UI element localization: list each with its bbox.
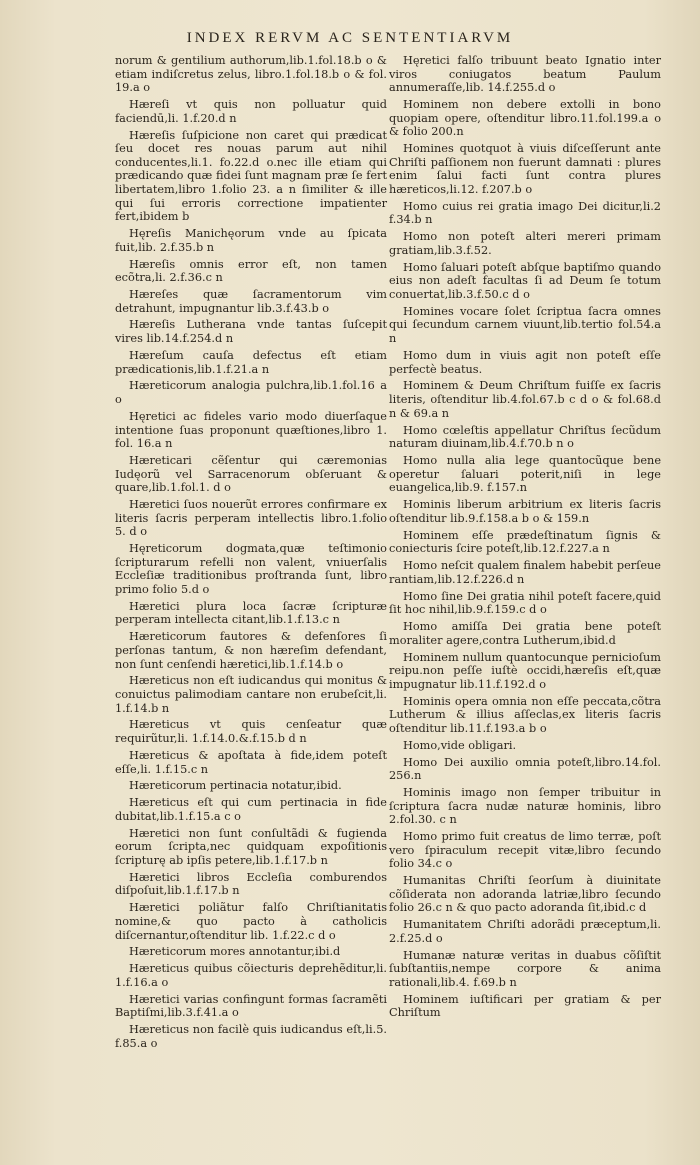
index-entry: Hominem non debere extolli in bono quopiam opere, oſtenditur libro.11.fol.199.a o & folio 200.n — [389, 98, 661, 139]
index-entry: Hæretici poliãtur falſo Chriſtianitatis nomine,& quo pacto à catholicis diſcernantur,oſtenditur lib. 1.f.22.c d o — [115, 901, 387, 942]
index-entry: Hęreticorum dogmata,quæ teſtimonio ſcripturarum refelli non valent, vniuerſalis Eccleſiæ traditionibus proſtranda ſunt, libro primo folio 5.d o — [115, 542, 387, 596]
index-entry: Homo amiſſa Dei gratia bene poteſt moraliter agere,contra Lutherum,ibid.d — [389, 620, 661, 647]
index-entry: Hęreſis Manichęorum vnde au ſpicata fuit,lib. 2.f.35.b n — [115, 227, 387, 254]
index-entry: Hæreticorum pertinacia notatur,ibid. — [129, 779, 342, 793]
index-entry: Homo ſine Dei gratia nihil poteſt facere,quid ſit hoc nihil,lib.9.f.159.c d o — [389, 589, 661, 617]
index-entry: Hominis liberum arbitrium ex literis ſacris oſtenditur lib.9.f.158.a b o & 159.n — [389, 498, 661, 525]
index-entry: Hæreticorum mores annotantur,ibi.d — [129, 945, 341, 959]
right-column — [389, 54, 661, 1023]
index-entry: Hæretici plura loca ſacræ ſcripturæ perperam intellecta citant,lib.1.f.13.c n — [115, 599, 387, 627]
index-entry: Homo dum in viuis agit non poteſt eſſe perfectè beatus. — [389, 348, 661, 376]
index-entry: Homo Dei auxilio omnia poteſt,libro.14.fol. 256.n — [389, 755, 661, 783]
index-entry: Hominem eſſe prædeſtinatum ſignis & coniecturis ſcire poteſt,lib.12.f.227.a n — [389, 528, 661, 556]
index-entry: Humanitas Chriſti ſeorſum à diuinitate cõſiderata non adoranda latriæ,libro ſecundo folio 26.c n & quo pacto adoranda ſit,ibid.c d — [389, 874, 661, 915]
index-entry: Hæretici ſuos nouerũt errores confirmare ex literis ſacris perperam intellectis libro.1.folio 5. d o — [115, 498, 387, 539]
index-entry: Hæreticus vt quis cenſeatur quæ requirũtur,li. 1.f.14.0.&.f.15.b d n — [115, 718, 387, 746]
index-entry: Hominis imago non ſemper tribuitur in ſcriptura ſacra nudæ naturæ hominis, libro 2.fol.30. c n — [389, 786, 661, 827]
index-entry: Hæreticorum analogia pulchra,lib.1.fol.16 a o — [115, 379, 387, 407]
index-entry: Hæreticus eſt qui cum pertinacia in fide dubitat,lib.1.f.15.a c o — [115, 796, 387, 823]
index-entry: Hæreſes quæ ſacramentorum vim detrahunt, impugnantur lib.3.f.43.b o — [115, 287, 387, 315]
index-entry: Hæreſi vt quis non polluatur quid faciendū,li. 1.f.20.d n — [115, 98, 387, 125]
index-entry: Hæreticus quibus cõiecturis deprehẽditur,li. 1.f.16.a o — [115, 962, 387, 989]
index-entry: Hæreſis Lutherana vnde tantas ſuſcepit vires lib.14.f.254.d n — [115, 318, 387, 346]
index-entry: Hęretici falſo tribuunt beato Ignatio inter viros coniugatos beatum Paulum annumeraſſe,lib. 14.f.255.d o — [389, 54, 661, 95]
index-entry: Homo ſaluari poteſt abſque baptiſmo quando eius non adeſt facultas ſi ad Deum ſe totum conuertat,lib.3.f.50.c d o — [389, 260, 661, 301]
index-entry: Hęretici ac fideles vario modo diuerſaque intentione ſuas proponunt quæſtiones,libro 1. fol. 16.a n — [115, 409, 387, 451]
index-entry: Homo cœleſtis appellatur Chriſtus ſecũdum naturam diuinam,lib.4.f.70.b n o — [389, 423, 661, 451]
index-entry: Humanæ naturæ veritas in duabus cõſiſtit ſubſtantiis,nempe corpore & anima rationali,lib.4. f.69.b n — [389, 948, 661, 989]
left-column — [115, 54, 387, 1054]
index-entry: Hæreſis omnis error eſt, non tamen ecõtra,li. 2.f.36.c n — [115, 257, 387, 285]
index-entry: Hominem & Deum Chriſtum fuiſſe ex ſacris literis, oſtenditur lib.4.fol.67.b c d o & fol.68.d n & 69.a n — [389, 379, 661, 420]
index-entry: norum & gentilium authorum,lib.1.fol.18.b o & etiam indiſcretus zelus, libro.1.fol.18.b o & fol. 19.a o — [115, 54, 387, 95]
index-entry: Homo cuius rei gratia imago Dei dicitur,li.2 f.34.b n — [389, 199, 661, 227]
index-entry: Hominem iuſtificari per gratiam & per Chriſtum — [389, 992, 661, 1020]
index-entry: Hæreticus non eſt iudicandus qui monitus & conuictus palimodiam cantare non erubeſcit,li. 1.f.14.b n — [115, 674, 387, 715]
index-entry: Hominem nullum quantocunque pernicioſum reipu.non peſſe iuſtè occidi,hæreſis eſt,quæ impugnatur lib.11.f.192.d o — [389, 650, 661, 691]
index-entry: Homo neſcit qualem finalem habebit perſeue rantiam,lib.12.f.226.d n — [389, 559, 661, 586]
index-entry: Hæretici varias confingunt formas ſacramẽti Baptiſmi,lib.3.f.41.a o — [115, 992, 387, 1020]
index-entry: Homo primo fuit creatus de limo terræ, poſt vero ſpiraculum recepit vitæ,libro ſecundo folio 34.c o — [389, 830, 661, 871]
index-entry: Hæreſis ſuſpicione non caret qui prædicat ſeu docet res nouas parum aut nihil conducentes,li.1. fo.22.d o.nec ille etiam qui prædicando quæ fidei ſunt magnam præ ſe fert libertatem,libro 1.folio 23. a n ſimiliter & ille qui ſui erroris correctione impatienter fert,ibidem b — [115, 128, 387, 224]
page-title: INDEX RERVM AC SENTENTIARVM — [186, 30, 514, 46]
index-entry: Homo nulla alia lege quantocũque bene operetur ſaluari poterit,niſi in lege euangelica,lib.9. f.157.n — [389, 454, 661, 495]
index-entry: Homines quotquot à viuis diſceſſerunt ante Chriſti paſſionem non fuerunt damnati : plures enim ſalui facti ſunt contra plures hæreticos,li.12. f.207.b o — [389, 142, 661, 196]
index-entry: Hæretici non ſunt conſultãdi & fugienda eorum ſcripta,nec quidquam expoſitionis ſcripturę ab ipſis petere,lib.1.f.17.b n — [115, 826, 387, 867]
index-entry: Homo,vide obligari. — [403, 738, 517, 752]
index-entry: Humanitatem Chriſti adorãdi præceptum,li. 2.f.25.d o — [389, 918, 661, 945]
index-entry: Homines vocare ſolet ſcriptua ſacra omnes qui ſecundum carnem viuunt,lib.tertio fol.54.a n — [389, 304, 661, 346]
index-entry: Hæreticorum fautores & defenſores ſi perſonas tantum, & non hæreſim defendant, non ſunt cenſendi hæretici,lib.1.f.14.b o — [115, 630, 387, 671]
index-entry: Hæreſum cauſa defectus eſt etiam prædicationis,lib.1.f.21.a n — [115, 348, 387, 376]
index-entry: Homo non poteſt alteri mereri primam gratiam,lib.3.f.52. — [389, 230, 661, 257]
index-entry: Hæreticus & apoſtata à fide,idem poteſt eſſe,li. 1.f.15.c n — [115, 748, 387, 776]
index-entry: Hæreticari cẽſentur qui cæremonias Iudęorũ vel Sarracenorum obſeruant & quare,lib.1.fol.1. d o — [115, 454, 387, 495]
index-entry: Hæretici libros Eccleſia comburendos diſpoſuit,lib.1.f.17.b n — [115, 870, 387, 898]
index-entry: Hominis opera omnia non eſſe peccata,cõtra Lutherum & illius aſſeclas,ex literis ſacris oſtenditur lib.11.f.193.a b o — [389, 694, 661, 735]
index-entry: Hæreticus non facilè quis iudicandus eſt,li.5. f.85.a o — [115, 1023, 387, 1050]
